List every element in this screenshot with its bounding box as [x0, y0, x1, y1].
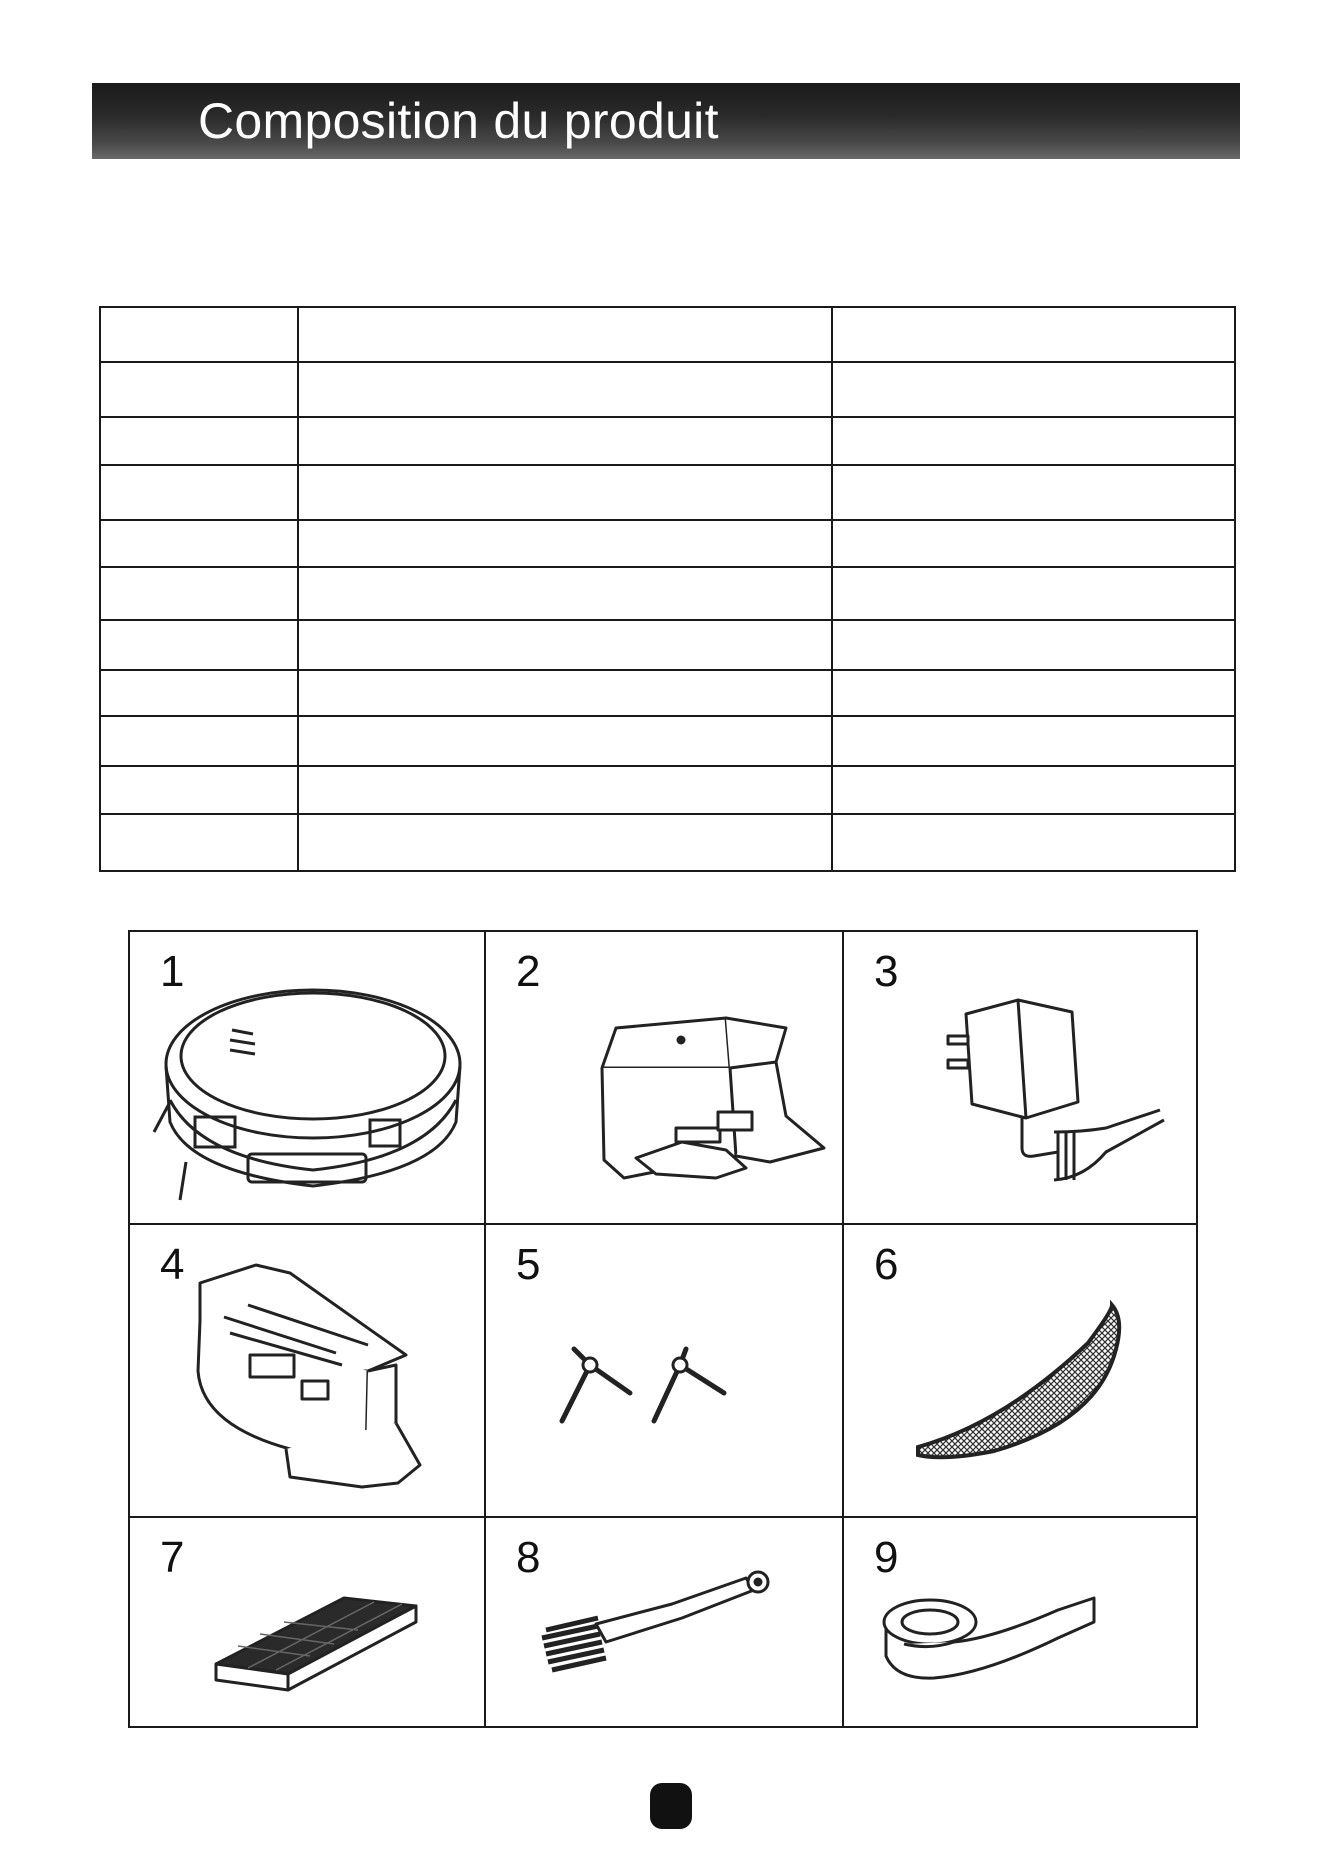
- table-cell: [298, 620, 832, 670]
- header-bar: [92, 83, 1240, 159]
- table-cell: [832, 716, 1235, 766]
- table-cell: [298, 567, 832, 620]
- figure-number: 5: [516, 1240, 541, 1289]
- table-cell: [100, 814, 298, 871]
- power-adapter-icon: [844, 932, 1200, 1225]
- table-cell: [298, 465, 832, 520]
- figure-number: 6: [874, 1240, 899, 1289]
- table-row: [100, 567, 1235, 620]
- mop-pad-icon: [844, 1225, 1200, 1518]
- table-row: [100, 465, 1235, 520]
- figure-cell-5: [486, 1225, 844, 1518]
- table-cell: [832, 307, 1235, 362]
- figure-cell-6: [844, 1225, 1196, 1518]
- figure-cell-7: [130, 1518, 486, 1726]
- table-cell: [832, 620, 1235, 670]
- table-cell: [100, 670, 298, 715]
- table-row: [100, 670, 1235, 715]
- table-cell: [100, 362, 298, 417]
- figure-cell-9: [844, 1518, 1196, 1726]
- table-cell: [298, 670, 832, 715]
- page-title: Composition du produit: [198, 93, 719, 149]
- figure-number: 1: [160, 947, 185, 996]
- table-cell: [832, 670, 1235, 715]
- table-cell: [100, 620, 298, 670]
- table-cell: [298, 766, 832, 814]
- figure-number: 4: [160, 1240, 185, 1289]
- figure-cell-1: [130, 932, 486, 1225]
- side-brushes-icon: [486, 1225, 844, 1518]
- table-cell: [100, 307, 298, 362]
- table-cell: [298, 520, 832, 568]
- table-cell: [832, 567, 1235, 620]
- table-cell: [298, 814, 832, 871]
- table-cell: [100, 465, 298, 520]
- table-cell: [832, 362, 1235, 417]
- figure-number: 2: [516, 947, 541, 996]
- parts-table: [99, 306, 1236, 872]
- water-tank-icon: [130, 1225, 486, 1518]
- table-cell: [298, 716, 832, 766]
- table-cell: [832, 814, 1235, 871]
- table-row: [100, 417, 1235, 465]
- table-cell: [100, 716, 298, 766]
- figure-cell-2: [486, 932, 844, 1225]
- table-cell: [100, 417, 298, 465]
- table-cell: [100, 766, 298, 814]
- hepa-filter-icon: [130, 1518, 486, 1718]
- mop-pad-shape: [918, 1305, 1119, 1457]
- table-cell: [832, 766, 1235, 814]
- table-cell: [100, 567, 298, 620]
- figure-number: 7: [160, 1533, 185, 1582]
- table-row: [100, 620, 1235, 670]
- robot-vacuum-icon: [130, 932, 486, 1225]
- figure-number: 3: [874, 947, 899, 996]
- table-row: [100, 520, 1235, 568]
- parts-figure-grid: [128, 930, 1198, 1728]
- table-cell: [832, 417, 1235, 465]
- figure-number: 9: [874, 1533, 899, 1582]
- table-cell: [832, 520, 1235, 568]
- table-row: [100, 766, 1235, 814]
- cleaning-brush-icon: [486, 1518, 844, 1718]
- table-cell: [832, 465, 1235, 520]
- table-row: [100, 362, 1235, 417]
- page-number-marker: [650, 1783, 692, 1829]
- charging-dock-icon: [486, 932, 844, 1225]
- figure-cell-4: [130, 1225, 486, 1518]
- table-row: [100, 814, 1235, 871]
- figure-cell-3: [844, 932, 1196, 1225]
- table-cell: [298, 362, 832, 417]
- magnetic-strip-icon: [844, 1518, 1200, 1718]
- table-row: [100, 716, 1235, 766]
- table-cell: [298, 307, 832, 362]
- table-cell: [100, 520, 298, 568]
- table-cell: [298, 417, 832, 465]
- table-row: [100, 307, 1235, 362]
- figure-number: 8: [516, 1533, 541, 1582]
- figure-cell-8: [486, 1518, 844, 1726]
